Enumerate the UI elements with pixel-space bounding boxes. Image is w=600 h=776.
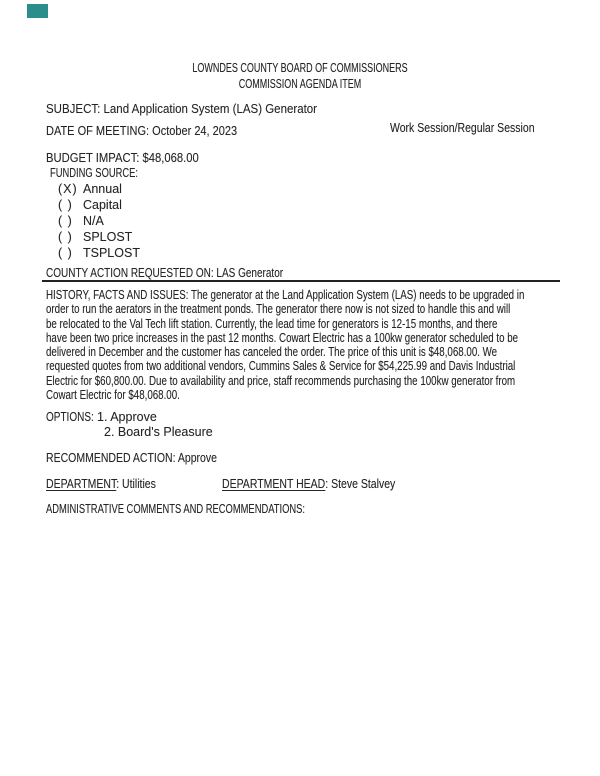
history-line: be relocated to the Val Tech lift station. Currently, the lead time for generators is 12-15 months, and there [46,316,498,331]
history-line: Cowart Electric for $48,068.00. [46,388,180,403]
checkbox-unchecked-icon: ( ) [58,230,73,244]
funding-option-label: TSPLOST [83,246,140,260]
section-rule [42,280,560,282]
option-item-2: 2. Board's Pleasure [104,425,213,439]
corner-scan-mark [27,4,48,18]
department-head-value: : Steve Stalvey [325,477,396,491]
checkbox-unchecked-icon: ( ) [58,246,73,260]
funding-option-annual [58,181,140,197]
department-field [46,477,156,491]
session-type-label: Work Session/Regular Session [390,121,535,135]
history-line: order to run the aerators in the treatment ponds. The generator there now is not sized to handle this and will [46,302,511,317]
history-line: HISTORY, FACTS AND ISSUES: The generator at the Land Application System (LAS) needs to be upgraded in [46,288,525,302]
recommended-action-line: RECOMMENDED ACTION: Approve [46,451,217,465]
admin-comments-line: ADMINISTRATIVE COMMENTS AND RECOMMENDATIONS: [46,502,306,516]
county-action-line: COUNTY ACTION REQUESTED ON: LAS Generator [46,266,284,280]
history-paragraph [46,288,600,402]
department-label: DEPARTMENT [46,477,117,491]
department-value: : Utilities [116,477,156,491]
funding-option-label: N/A [83,214,104,228]
department-head-label: DEPARTMENT HEAD [222,477,326,491]
funding-option-label: SPLOST [83,230,133,244]
funding-option-splost [58,229,140,245]
board-title: LOWNDES COUNTY BOARD OF COMMISSIONERS [192,61,408,75]
funding-option-na [58,213,140,229]
option-item-1: 1. Approve [97,410,157,424]
history-line: Electric for $60,800.00. Due to availability and price, staff recommends purchasing the 100kw generator from [46,373,516,388]
funding-option-label: Annual [83,182,122,196]
meeting-date-line: DATE OF MEETING: October 24, 2023 [46,124,238,138]
history-line: requested quotes from two additional vendors, Cummins Sales & Service for $54,225.99 and Davis Industrial [46,359,516,374]
funding-option-tsplost [58,245,140,261]
subject-line: SUBJECT: Land Application System (LAS) Generator [46,102,318,116]
funding-option-capital [58,197,140,213]
options-label: OPTIONS: [46,410,94,424]
history-line: have been two price increases in the past 12 months. Cowart Electric has a 100kw generator scheduled to be [46,330,519,345]
options-block [46,410,446,444]
agenda-item-title: COMMISSION AGENDA ITEM [238,77,362,91]
checkbox-checked-icon: (X) [58,182,78,196]
funding-option-label: Capital [83,198,122,212]
checkbox-unchecked-icon: ( ) [58,214,73,228]
budget-impact-line: BUDGET IMPACT: $48,068.00 [46,151,199,165]
history-line: delivered in December and the customer has canceled the order. The price of this unit is $48,068.00. We [46,345,498,360]
checkbox-unchecked-icon: ( ) [58,198,73,212]
funding-options-list [58,181,140,261]
funding-source-label: FUNDING SOURCE: [50,166,139,180]
department-head-field [222,477,395,491]
